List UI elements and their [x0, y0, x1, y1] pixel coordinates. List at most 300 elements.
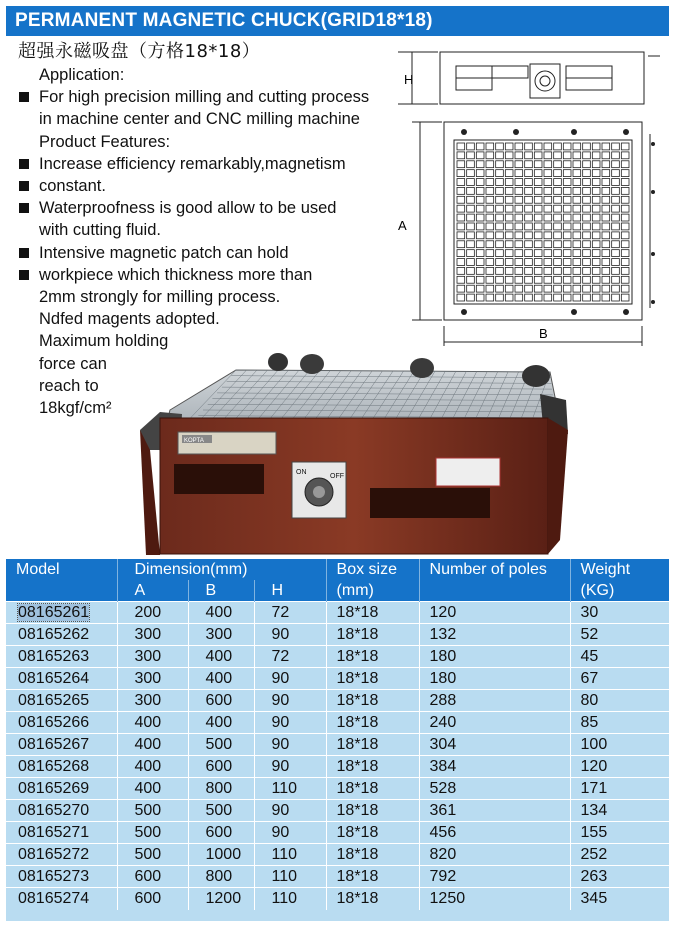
cell-box-size: [326, 756, 419, 778]
cell-dim-h: [254, 844, 326, 866]
cell-poles: [419, 756, 570, 778]
cell-text: 52: [580, 626, 599, 643]
cell-poles: [419, 624, 570, 646]
grid-cell: [534, 259, 542, 266]
table-row: [6, 822, 669, 844]
grid-cell: [457, 179, 465, 186]
grid-cell: [554, 152, 562, 159]
grid-cell: [476, 161, 484, 168]
grid-cell: [573, 205, 581, 212]
grid-cell: [505, 161, 513, 168]
grid-cell: [612, 196, 620, 203]
grid-cell: [621, 276, 629, 283]
cell-text: 600: [134, 890, 162, 908]
grid-cell: [525, 161, 533, 168]
cell-dim-b: [188, 800, 254, 822]
grid-cell: [457, 223, 465, 230]
grid-cell: [583, 285, 591, 292]
grid-cell: [515, 161, 523, 168]
cell-dim-h: [254, 800, 326, 822]
grid-cell: [467, 267, 475, 274]
grid-cell: [515, 179, 523, 186]
cell-text: 90: [271, 802, 290, 819]
grid-cell: [476, 267, 484, 274]
grid-cell: [602, 223, 610, 230]
table-row: [6, 646, 669, 668]
cell-dim-h: [254, 756, 326, 778]
grid-cell: [621, 285, 629, 292]
grid-cell: [592, 170, 600, 177]
grid-cell: [496, 232, 504, 239]
cell-text: 18*18: [336, 780, 379, 797]
cell-text: 300: [134, 648, 162, 665]
grid-cell: [563, 276, 571, 283]
cell-dim-a: [117, 602, 188, 624]
cell-poles: [419, 844, 570, 866]
cell-model: [6, 888, 117, 910]
cell-text: 110: [271, 890, 298, 908]
grid-cell: [602, 285, 610, 292]
grid-cell: [525, 285, 533, 292]
grid-cell: [505, 170, 513, 177]
grid-cell: [554, 187, 562, 194]
grid-cell: [612, 179, 620, 186]
cell-model: [6, 866, 117, 888]
grid-cell: [457, 250, 465, 257]
grid-cell: [515, 170, 523, 177]
dimension-b-label: B: [539, 326, 548, 341]
cell-poles: [419, 646, 570, 668]
grid-cell: [573, 241, 581, 248]
grid-cell: [467, 259, 475, 266]
grid-cell: [515, 187, 523, 194]
grid-cell: [534, 223, 542, 230]
grid-cell: [573, 223, 581, 230]
grid-cell: [573, 267, 581, 274]
grid-cell: [467, 276, 475, 283]
grid-cell: [496, 196, 504, 203]
grid-cell: [563, 223, 571, 230]
cell-text: 110: [271, 780, 298, 797]
grid-cell: [496, 241, 504, 248]
grid-cell: [467, 285, 475, 292]
cell-dim-a: [117, 756, 188, 778]
grid-cell: [612, 161, 620, 168]
grid-cell: [592, 250, 600, 257]
grid-cell: [592, 143, 600, 150]
cell-dim-h: [254, 690, 326, 712]
cell-text: 400: [205, 714, 233, 731]
cell-text: 400: [134, 714, 162, 731]
cell-text: 90: [271, 626, 290, 643]
text-line: 18kgf/cm²: [39, 399, 112, 418]
col-header-b: B: [188, 580, 254, 602]
grid-cell: [583, 143, 591, 150]
cell-text: 792: [429, 868, 457, 885]
grid-cell: [525, 179, 533, 186]
cell-box-size: [326, 712, 419, 734]
cell-text: 08165261: [18, 604, 90, 621]
cell-text: 90: [271, 714, 290, 731]
table-row: [6, 800, 669, 822]
col-header-weight-unit: (KG): [570, 580, 669, 602]
grid-cell: [486, 179, 494, 186]
cell-dim-b: [188, 624, 254, 646]
cell-text: 500: [134, 846, 162, 863]
grid-cell: [563, 161, 571, 168]
grid-cell: [486, 285, 494, 292]
grid-cell: [563, 205, 571, 212]
grid-cell: [612, 259, 620, 266]
grid-cell: [505, 187, 513, 194]
cell-dim-b: [188, 734, 254, 756]
brand-plate-text: KOPTA: [184, 438, 204, 444]
cell-weight: [570, 602, 669, 624]
grid-cell: [592, 152, 600, 159]
grid-cell: [525, 152, 533, 159]
grid-cell: [515, 143, 523, 150]
grid-cell: [525, 267, 533, 274]
grid-cell: [554, 285, 562, 292]
grid-cell: [515, 152, 523, 159]
grid-cell: [457, 161, 465, 168]
grid-cell: [496, 187, 504, 194]
technical-drawing: [398, 44, 668, 360]
cell-model: [6, 646, 117, 668]
cell-text: 400: [205, 670, 233, 687]
cell-weight: [570, 712, 669, 734]
cell-dim-h: [254, 822, 326, 844]
cell-text: 80: [580, 692, 599, 709]
cell-dim-b: [188, 866, 254, 888]
grid-cell: [534, 214, 542, 221]
grid-cell: [476, 250, 484, 257]
grid-cell: [486, 250, 494, 257]
grid-cell: [563, 187, 571, 194]
spec-table: [6, 559, 669, 910]
cell-weight: [570, 668, 669, 690]
cell-dim-h: [254, 734, 326, 756]
cell-dim-a: [117, 866, 188, 888]
grid-cell: [486, 187, 494, 194]
grid-cell: [573, 196, 581, 203]
grid-cell: [583, 161, 591, 168]
grid-cell: [573, 285, 581, 292]
grid-cell: [573, 232, 581, 239]
grid-cell: [534, 187, 542, 194]
grid-cell: [554, 223, 562, 230]
grid-cell: [486, 143, 494, 150]
grid-cell: [457, 205, 465, 212]
grid-cell: [612, 170, 620, 177]
grid-cell: [554, 232, 562, 239]
grid-cell: [592, 161, 600, 168]
cell-text: 18*18: [336, 758, 379, 775]
grid-cell: [554, 276, 562, 283]
grid-cell: [544, 205, 552, 212]
cell-dim-b: [188, 778, 254, 800]
grid-cell: [476, 205, 484, 212]
dimension-h-label: H: [404, 72, 414, 87]
bullet-line: Increase efficiency remarkably,magnetism: [18, 153, 413, 175]
cell-dim-h: [254, 712, 326, 734]
cell-text: 08165274: [18, 890, 90, 908]
grid-cell: [583, 179, 591, 186]
grid-cell: [602, 205, 610, 212]
grid-cell: [621, 250, 629, 257]
cell-dim-a: [117, 690, 188, 712]
text-line: 2mm strongly for milling process.: [39, 288, 281, 307]
grid-cell: [496, 152, 504, 159]
cell-dim-a: [117, 778, 188, 800]
cell-weight: [570, 646, 669, 668]
grid-cell: [583, 232, 591, 239]
grid-cell: [457, 241, 465, 248]
cell-text: 08165265: [18, 692, 90, 709]
cell-weight: [570, 888, 669, 910]
cell-text: 18*18: [336, 890, 379, 908]
grid-cell: [592, 259, 600, 266]
cell-dim-a: [117, 668, 188, 690]
cell-weight: [570, 734, 669, 756]
grid-cell: [496, 250, 504, 257]
dimension-a-label: A: [398, 218, 407, 233]
grid-cell: [544, 285, 552, 292]
cell-dim-b: [188, 712, 254, 734]
cell-dim-b: [188, 844, 254, 866]
grid-cell: [496, 285, 504, 292]
cell-text: 110: [271, 846, 298, 863]
col-header-box-size: Box size: [326, 559, 419, 580]
grid-cell: [554, 267, 562, 274]
grid-cell: [467, 187, 475, 194]
grid-cell: [621, 152, 629, 159]
grid-cell: [583, 250, 591, 257]
grid-cell: [621, 267, 629, 274]
grid-cell: [534, 196, 542, 203]
grid-cell: [457, 294, 465, 301]
grid-cell: [457, 267, 465, 274]
grid-cell: [583, 214, 591, 221]
cell-poles: [419, 690, 570, 712]
cell-text: 600: [205, 692, 233, 709]
cell-text: 400: [134, 780, 162, 797]
grid-cell: [476, 223, 484, 230]
grid-cell: [505, 196, 513, 203]
grid-cell: [457, 187, 465, 194]
cell-model: [6, 690, 117, 712]
grid-cell: [496, 276, 504, 283]
grid-cell: [563, 267, 571, 274]
grid-cell: [602, 179, 610, 186]
cell-poles: [419, 822, 570, 844]
grid-cell: [621, 179, 629, 186]
cell-text: 18*18: [336, 736, 379, 753]
table-row: [6, 602, 669, 624]
grid-cell: [583, 152, 591, 159]
table-row: [6, 668, 669, 690]
cell-text: 500: [205, 736, 233, 753]
grid-cell: [505, 250, 513, 257]
grid-cell: [467, 196, 475, 203]
grid-cell: [563, 294, 571, 301]
grid-cell: [525, 187, 533, 194]
cell-text: 08165264: [18, 670, 90, 687]
cell-poles: [419, 602, 570, 624]
cell-poles: [419, 888, 570, 910]
grid-cell: [621, 294, 629, 301]
cell-text: 08165272: [18, 846, 90, 863]
grid-cell: [602, 241, 610, 248]
cell-weight: [570, 624, 669, 646]
grid-cell: [467, 232, 475, 239]
grid-cell: [505, 143, 513, 150]
cell-text: 18*18: [336, 626, 379, 643]
grid-cell: [476, 143, 484, 150]
table-row: [6, 756, 669, 778]
grid-cell: [525, 143, 533, 150]
grid-cell: [515, 232, 523, 239]
grid-cell: [592, 179, 600, 186]
cell-text: 72: [271, 648, 290, 665]
cell-dim-a: [117, 646, 188, 668]
cell-dim-a: [117, 712, 188, 734]
grid-cell: [515, 250, 523, 257]
cell-text: 155: [580, 824, 608, 841]
cell-text: 180: [429, 648, 457, 665]
grid-cell: [592, 205, 600, 212]
grid-cell: [583, 187, 591, 194]
grid-cell: [476, 214, 484, 221]
grid-cell: [496, 205, 504, 212]
cell-box-size: [326, 866, 419, 888]
grid-cell: [534, 250, 542, 257]
grid-cell: [621, 241, 629, 248]
grid-cell: [476, 241, 484, 248]
cell-text: 400: [134, 758, 162, 775]
cell-text: 18*18: [336, 692, 379, 709]
grid-cell: [573, 152, 581, 159]
cell-text: 45: [580, 648, 599, 665]
col-header-a: A: [117, 580, 188, 602]
cell-dim-a: [117, 624, 188, 646]
grid-cell: [563, 152, 571, 159]
cell-text: 600: [205, 824, 233, 841]
cell-model: [6, 734, 117, 756]
grid-cell: [505, 241, 513, 248]
grid-cell: [573, 143, 581, 150]
grid-cell: [457, 143, 465, 150]
grid-cell: [563, 232, 571, 239]
grid-cell: [554, 294, 562, 301]
grid-cell: [612, 241, 620, 248]
text-line: with cutting fluid.: [39, 221, 161, 240]
bullet-line: Intensive magnetic patch can hold: [18, 242, 413, 264]
bullet-line: workpiece which thickness more than: [18, 264, 413, 286]
cell-dim-a: [117, 888, 188, 910]
cell-text: 132: [429, 626, 457, 643]
cell-text: 100: [580, 736, 608, 753]
switch-off-label: OFF: [330, 473, 344, 480]
table-row: [6, 778, 669, 800]
cell-text: 361: [429, 802, 457, 819]
grid-cell: [602, 232, 610, 239]
cell-text: 08165270: [18, 802, 90, 819]
cell-weight: [570, 822, 669, 844]
col-header-poles: Number of poles: [419, 559, 570, 602]
grid-cell: [515, 276, 523, 283]
grid-cell: [602, 152, 610, 159]
grid-cell: [467, 179, 475, 186]
grid-cell: [612, 267, 620, 274]
cell-text: 08165267: [18, 736, 90, 753]
grid-cell: [602, 161, 610, 168]
grid-cell: [525, 170, 533, 177]
grid-cell: [592, 276, 600, 283]
grid-cell: [563, 285, 571, 292]
grid-cell: [476, 232, 484, 239]
cell-text: 1000: [205, 846, 242, 863]
grid-cell: [544, 196, 552, 203]
grid-cell: [486, 223, 494, 230]
grid-cell: [525, 223, 533, 230]
page-title: PERMANENT MAGNETIC CHUCK(GRID18*18): [6, 6, 669, 36]
grid-cell: [563, 259, 571, 266]
cell-box-size: [326, 800, 419, 822]
header-row: [6, 559, 669, 580]
table-row: [6, 624, 669, 646]
cell-dim-a: [117, 800, 188, 822]
cell-poles: [419, 668, 570, 690]
cell-text: 08165268: [18, 758, 90, 775]
cell-text: 252: [580, 846, 608, 863]
cell-weight: [570, 756, 669, 778]
cell-dim-h: [254, 866, 326, 888]
grid-cell: [592, 267, 600, 274]
grid-cell: [525, 294, 533, 301]
grid-cell: [592, 187, 600, 194]
grid-cell: [583, 276, 591, 283]
grid-cell: [534, 232, 542, 239]
grid-cell: [457, 276, 465, 283]
grid-cell: [525, 241, 533, 248]
grid-cell: [496, 179, 504, 186]
col-header-model: Model: [16, 561, 60, 578]
grid-cell: [612, 187, 620, 194]
grid-cell: [486, 161, 494, 168]
grid-cell: [505, 294, 513, 301]
grid-cell: [554, 179, 562, 186]
grid-cell: [515, 196, 523, 203]
grid-cell: [544, 232, 552, 239]
grid-cell: [505, 285, 513, 292]
grid-cell: [544, 250, 552, 257]
col-header-h: H: [254, 580, 326, 602]
cell-text: 85: [580, 714, 599, 731]
grid-cell: [544, 143, 552, 150]
grid-cell: [534, 170, 542, 177]
grid-cell: [515, 223, 523, 230]
grid-cell: [505, 267, 513, 274]
cell-text: 1200: [205, 890, 242, 908]
grid-cell: [612, 223, 620, 230]
grid-cell: [621, 259, 629, 266]
cell-text: 600: [134, 868, 162, 885]
grid-cell: [525, 232, 533, 239]
grid-cell: [467, 161, 475, 168]
grid-cell: [563, 143, 571, 150]
grid-cell: [476, 187, 484, 194]
